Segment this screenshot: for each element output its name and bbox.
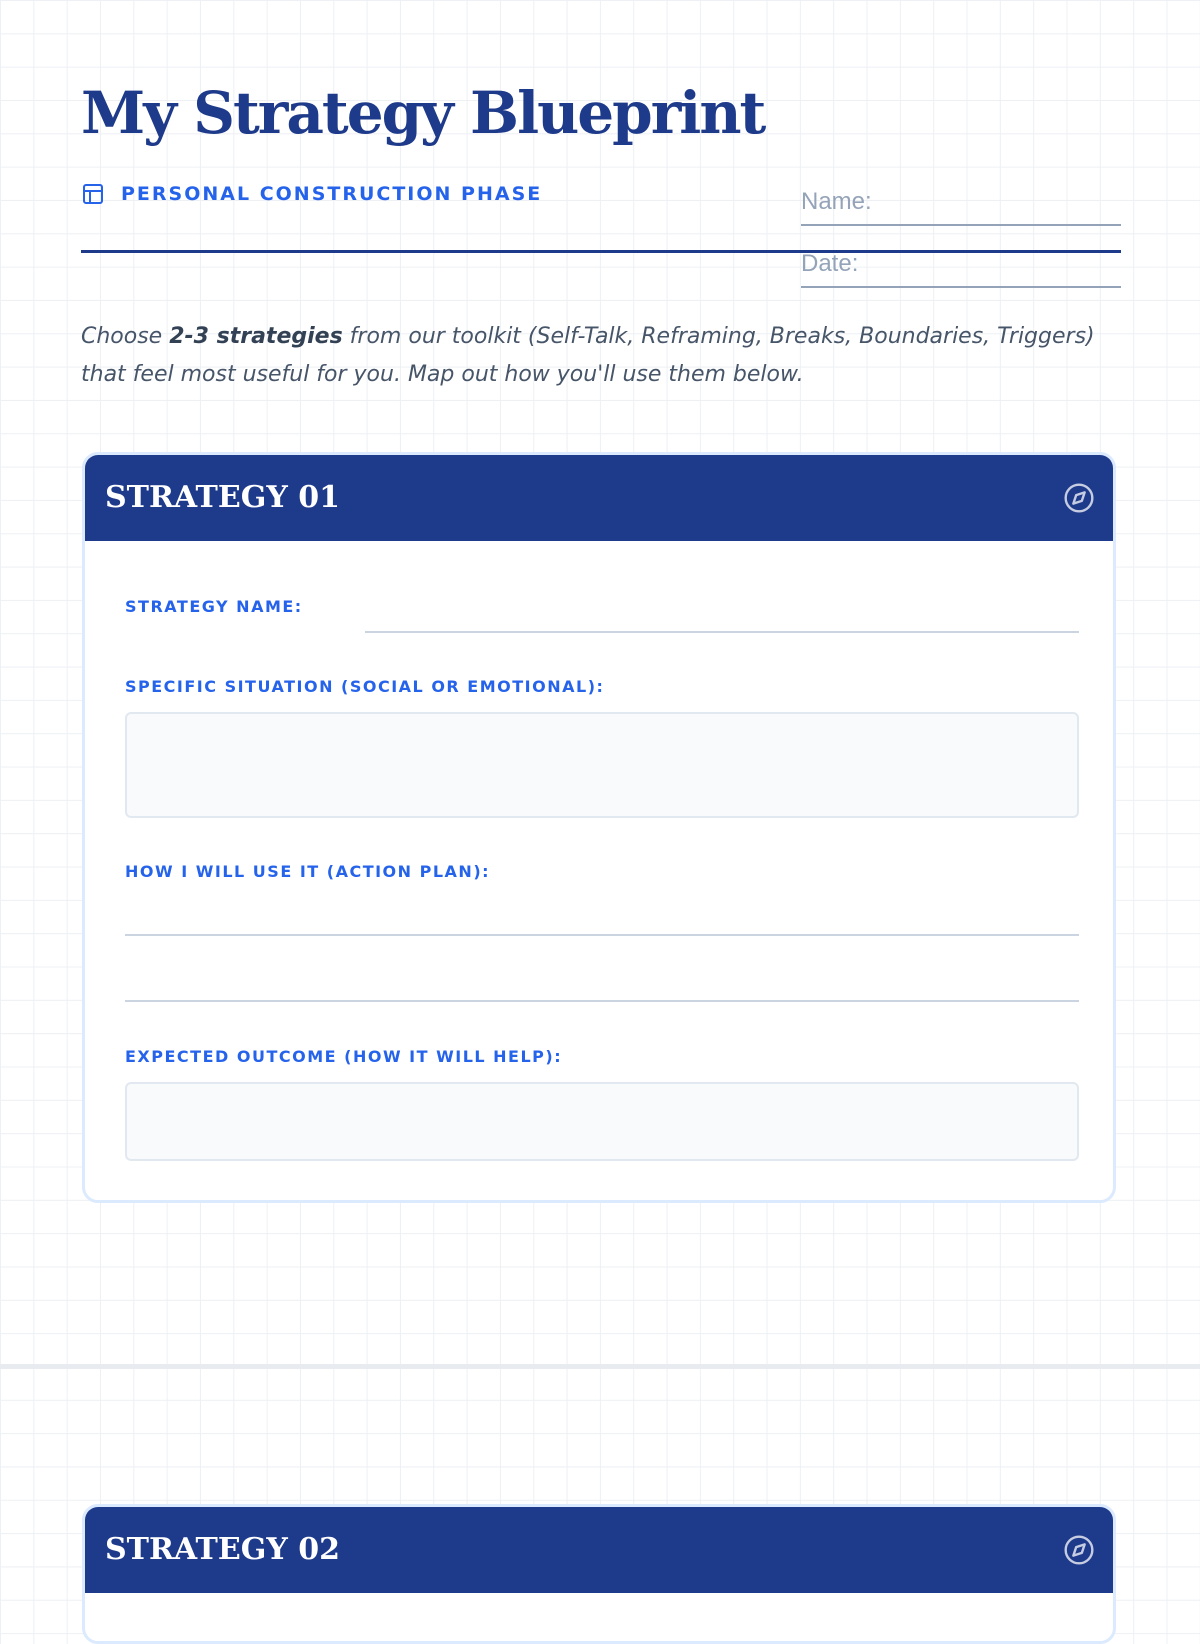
phase-label: PERSONAL CONSTRUCTION PHASE (121, 183, 543, 205)
strategy-title: STRATEGY 02 (105, 1532, 340, 1567)
expected-outcome-label: EXPECTED OUTCOME (HOW IT WILL HELP): (125, 1047, 563, 1066)
layout-icon (81, 182, 105, 206)
compass-icon (1063, 482, 1095, 514)
name-field[interactable] (801, 188, 1121, 226)
expected-outcome-input[interactable] (125, 1082, 1079, 1161)
strategy-card-01 (82, 452, 1116, 1203)
action-plan-label: HOW I WILL USE IT (ACTION PLAN): (125, 862, 491, 881)
intro-text-end: from our toolkit (Self-Talk, Reframing, Breaks, Boundaries, Triggers) that feel most useful for you. Map out how you'll use them below. (81, 324, 1095, 387)
intro-emphasis: 2-3 strategies (169, 324, 343, 349)
page-title: My Strategy Blueprint (81, 79, 765, 147)
strategy-name-label: STRATEGY NAME: (125, 597, 303, 616)
strategy-card-header (85, 1507, 1113, 1593)
page-header (81, 78, 1121, 277)
situation-input[interactable] (125, 712, 1079, 818)
intro-instructions (81, 318, 1131, 394)
strategy-card-02 (82, 1504, 1116, 1644)
strategy-card-header (85, 455, 1113, 541)
action-plan-line-1[interactable] (125, 934, 1079, 936)
date-label: Date: (801, 250, 859, 277)
compass-icon (1063, 1534, 1095, 1566)
intro-text-start: Choose (81, 324, 170, 349)
strategy-title: STRATEGY 01 (105, 480, 340, 515)
date-field[interactable] (801, 250, 1121, 288)
name-label: Name: (801, 188, 872, 215)
page-break (0, 1364, 1200, 1369)
action-plan-line-2[interactable] (125, 1000, 1079, 1002)
situation-label: SPECIFIC SITUATION (SOCIAL OR EMOTIONAL): (125, 677, 605, 696)
strategy-name-input[interactable] (365, 631, 1079, 633)
phase-subtitle (81, 182, 542, 206)
